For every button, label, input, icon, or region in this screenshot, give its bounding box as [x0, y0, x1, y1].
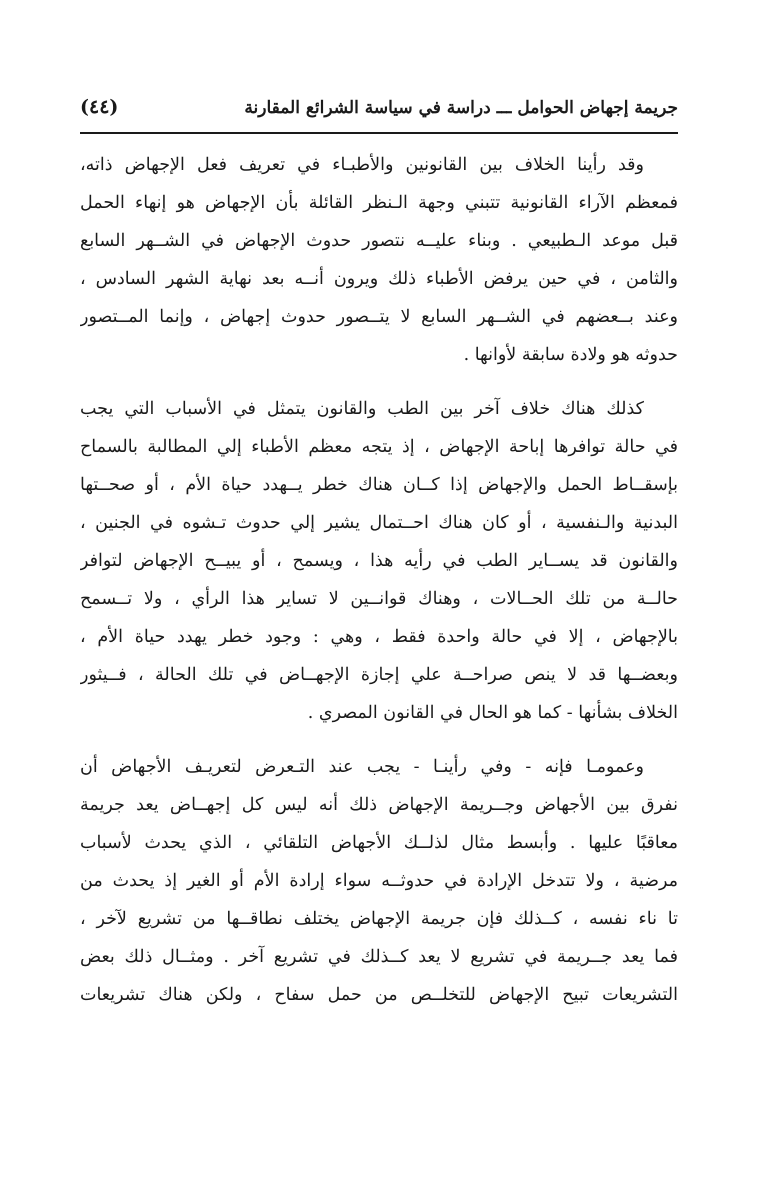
running-head [80, 96, 678, 126]
text-line: بإسقــاط الحمل والإجهاض إذا كــان هناك خطر يــهدد حياة الأم ، أو صحــتها [80, 475, 678, 495]
text-line: تا ناء نفسه ، كــذلك فإن جريمة الإجهاض يختلف نطاقــها من تشريع لآخر ، [80, 909, 678, 929]
text-line: البدنية والـنفسية ، أو كان هناك احــتمال يشير إلي حدوث تـشوه في الجنين ، [80, 513, 678, 533]
paragraph-2 [80, 390, 678, 732]
paragraph-gap [80, 732, 678, 748]
text-line: التشريعات تبيح الإجهاض للتخلــص من حمل سفاح ، ولكن هناك تشريعات [80, 985, 678, 1005]
text-line: والثامن ، في حين يرفض الأطباء ذلك ويرون أنــه بعد نهاية الشهر السادس ، [80, 269, 678, 289]
text-line: فما يعد جــريمة في تشريع لا يعد كــذلك في تشريع آخر . ومثــال ذلك بعض [80, 947, 678, 967]
text-line: معاقبًا عليها . وأبسط مثال لذلــك الأجهاض التلقائي ، الذي يحدث لأسباب [80, 833, 678, 853]
text-line: حالــة من تلك الحــالات ، وهناك قوانــين لا تساير هذا الرأي ، ولا تــسمح [80, 589, 678, 609]
paragraph-gap [80, 374, 678, 390]
text-line: فمعظم الآراء القانونية تتبني وجهة الـنظر القائلة بأن الإجهاض هو إنهاء الحمل [80, 193, 678, 213]
text-line: حدوثه هو ولادة سابقة لأوانها . [463, 345, 678, 365]
text-line: وعند بــعضهم في الشــهر السابع لا يتــصور حدوث إجهاض ، وإنما المــتصور [80, 307, 678, 327]
header-rule [80, 132, 678, 134]
text-line: قبل موعد الـطبيعي . وبناء عليــه نتصور حدوث الإجهاض في الشــهر السابع [80, 231, 678, 251]
text-line: وقد رأينا الخلاف بين القانونين والأطبـاء في تعريف فعل الإجهاض ذاته، [80, 155, 644, 175]
text-line: وعمومـا فإنه - وفي رأينـا - يجب عند التـعرض لتعريـف الأجهاض أن [80, 757, 644, 777]
paragraph-3 [80, 748, 678, 1014]
page-number: (٤٤) [80, 96, 119, 118]
text-line: في حالة توافرها إباحة الإجهاض ، إذ يتجه معظم الأطباء إلي المطالبة بالسماح [80, 437, 678, 457]
paragraph-1 [80, 146, 678, 374]
text-line: نفرق بين الأجهاض وجــريمة الإجهاض ذلك أنه ليس كل إجهــاض يعد جريمة [80, 795, 678, 815]
running-title: جريمة إجهاض الحوامل ـــ دراسة في سياسة الشرائع المقارنة [244, 98, 678, 118]
text-line: مرضية ، ولا تتدخل الإرادة في حدوثــه سواء إرادة الأم أو الغير إذ يحدث من [80, 871, 678, 891]
text-line: وبعضــها قد لا ينص صراحــة علي إجازة الإجهــاض في تلك الحالة ، فــيثور [80, 665, 678, 685]
text-line: كذلك هناك خلاف آخر بين الطب والقانون يتمثل في الأسباب التي يجب [80, 399, 644, 419]
body-text [80, 146, 678, 1014]
text-line: الخلاف بشأنها - كما هو الحال في القانون المصري . [307, 703, 678, 723]
text-line: والقانون قد يســاير الطب في رأيه هذا ، ويسمح ، أو يبيــح الإجهاض لتوافر [80, 551, 678, 571]
text-line: بالإجهاض ، إلا في حالة واحدة فقط ، وهي : وجود خطر يهدد حياة الأم ، [80, 627, 678, 647]
